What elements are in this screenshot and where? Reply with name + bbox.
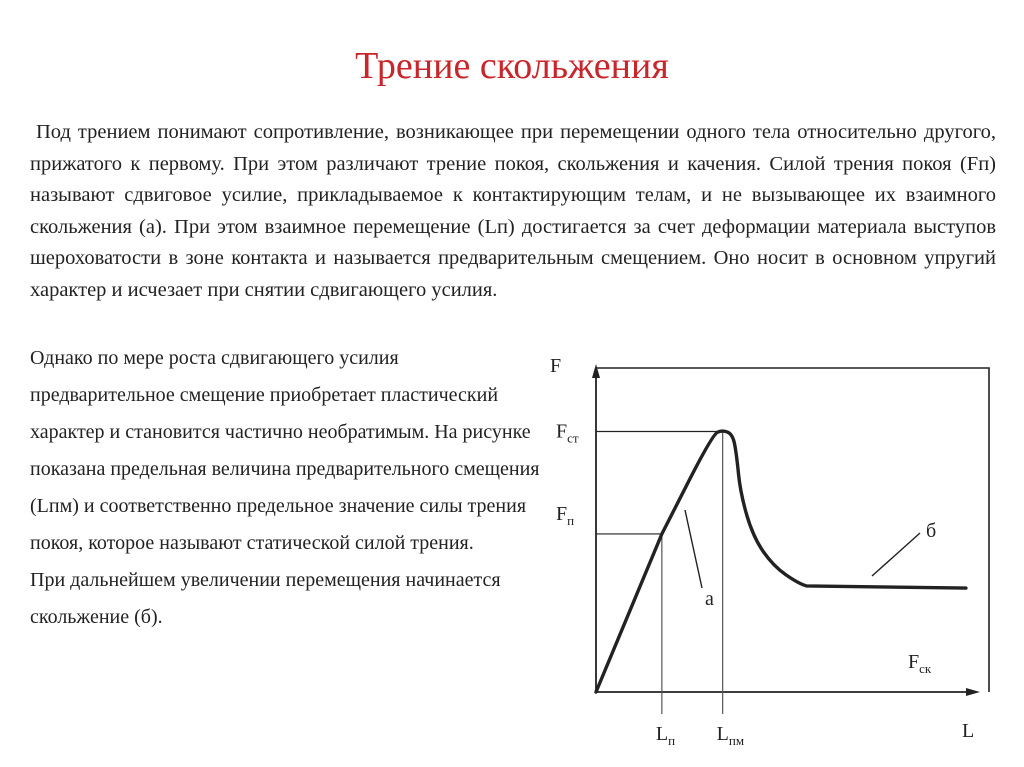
y-axis-arrow <box>592 364 600 378</box>
chart-svg <box>540 340 1010 760</box>
friction-chart <box>540 340 1010 760</box>
intro-paragraph: Под трением понимают сопротивление, возникающее при перемещении одного тела относительно другого, прижатого к первому. При этом различают трение покоя, скольжения и качения. Силой трения покоя (Fп) называют сдвиговое усилие, прикладываемое к контактирующим телам, и не вызывающее их взаимного скольжения (а). При этом взаимное перемещение (Lп) достигается за счет деформации материала выступов шероховатости в зоне контакта и называется предварительным смещением. Оно носит в основном упругий характер и исчезает при снятии сдвигающего усилия. <box>30 121 996 301</box>
left-column <box>30 340 540 636</box>
y-tick-fp: $F_п$ <box>556 502 575 528</box>
left-paragraph-2: При дальнейшем увеличении перемещения начинается скольжение (б). <box>30 569 501 628</box>
x-axis-title: L <box>962 720 975 742</box>
annotation-a-leader <box>685 510 702 588</box>
y-axis-title: F <box>550 355 562 377</box>
x-tick-lp: $L_п$ <box>655 723 676 748</box>
annotation-a: а <box>705 588 714 610</box>
annotation-fsk: $F_{ск}$ <box>908 651 932 676</box>
left-paragraph: Однако по мере роста сдвигающего усилия предварительное смещение приобретает пластический характер и становится частично необратимым. На рисунке показана предельная величина предварительного смещения (Lпм) и соответственно предельное значение силы трения покоя, которое называют статической силой трения. <box>30 347 540 554</box>
x-axis-arrow <box>966 688 980 696</box>
x-tick-lpm: $L_{пм}$ <box>716 723 745 748</box>
slide-title: Трение скольжения <box>355 45 669 87</box>
y-tick-fst: $F_{ст}$ <box>556 420 579 446</box>
annotation-b-leader <box>872 533 920 576</box>
annotation-b: б <box>926 520 937 542</box>
